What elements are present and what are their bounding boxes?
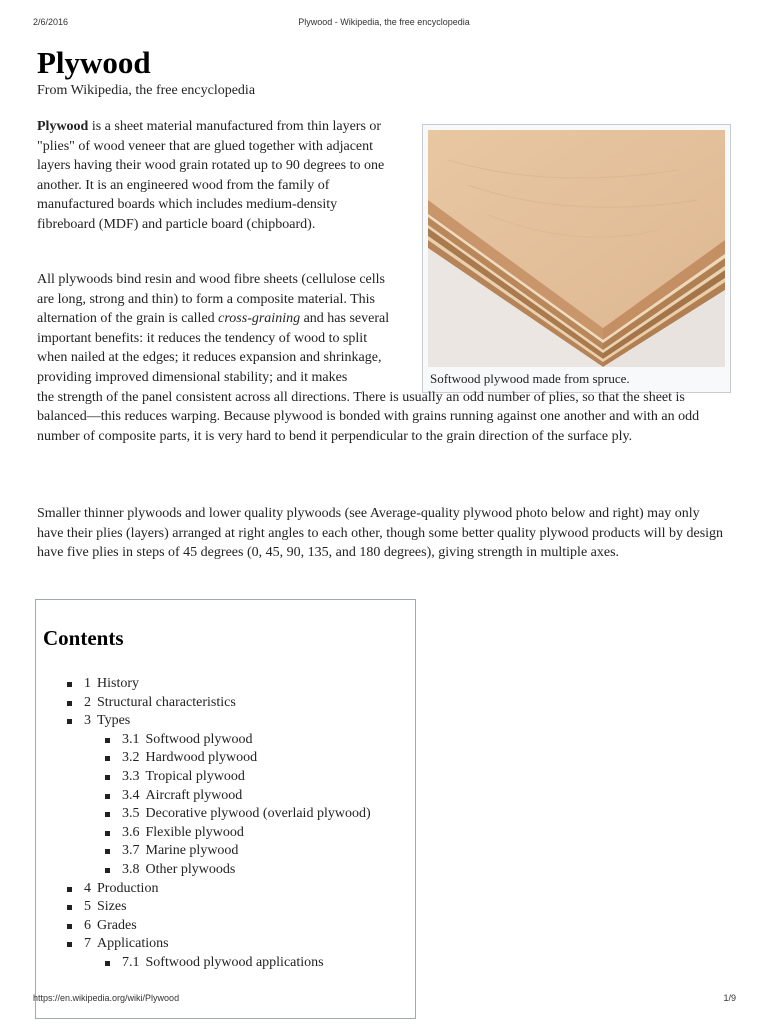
table-of-contents [35,599,416,1019]
bullet-icon [67,887,72,892]
bullet-icon [105,775,110,780]
toc-item[interactable] [36,712,371,731]
bullet-icon [105,831,110,836]
composite-text-c: the strength of the panel consistent across all directions. There is usually an odd number of plies, so that the sheet is balanced—this reduces warping. Because plywood is bonded with grains running against one another and with an odd number of composite parts, it is very hard to bend it perpendicular to the grain direction of the surface ply. [37,389,700,444]
toc-item[interactable] [36,749,371,768]
print-page-title: Plywood - Wikipedia, the free encyclopedia [298,17,470,27]
toc-label[interactable]: Hardwood plywood [145,750,258,766]
figure-caption: Softwood plywood made from spruce. [430,371,630,386]
toc-item[interactable] [36,935,371,954]
toc-number: 1 [84,676,91,691]
toc-number: 3.1 [122,731,140,747]
bullet-icon [105,868,110,873]
toc-label[interactable]: Marine plywood [145,843,239,859]
bullet-icon [105,794,110,799]
toc-number: 7 [84,936,91,952]
intro-paragraph [37,117,397,235]
toc-label[interactable]: Applications [97,936,169,952]
composite-paragraph [37,270,727,446]
toc-label[interactable]: Grades [97,917,137,933]
toc-item[interactable] [36,731,371,750]
toc-label[interactable]: Tropical plywood [145,768,245,784]
toc-item[interactable] [36,787,371,806]
bullet-icon [105,738,110,743]
bullet-icon [67,905,72,910]
toc-item[interactable] [36,898,371,917]
composite-text-b: and has several important benefits: it reduces the tendency of wood to split when nailed at the edges; it reduces expansion and shrinkage, providing improved dimensional stability; and it makes [37,311,390,385]
toc-title: Contents [43,626,124,650]
toc-label[interactable]: Sizes [97,899,127,915]
page-title: Plywood [37,45,151,80]
toc-number: 3.7 [122,843,140,859]
site-tagline: From Wikipedia, the free encyclopedia [37,83,256,98]
bullet-icon [67,682,72,687]
composite-text-wrapped [37,270,397,388]
bullet-icon [105,849,110,854]
toc-number: 3 [84,713,91,729]
toc-label[interactable]: Types [97,713,131,729]
toc-number: 6 [84,917,91,933]
toc-item[interactable] [36,917,371,936]
toc-label[interactable]: Other plywoods [145,861,236,877]
bullet-icon [67,924,72,929]
toc-label[interactable]: Softwood plywood [145,731,253,747]
bullet-icon [105,756,110,761]
toc-label[interactable]: Softwood plywood applications [145,954,324,970]
print-page-number: 1/9 [723,993,736,1003]
toc-number: 3.6 [122,824,140,840]
toc-item[interactable] [36,842,371,861]
toc-list [36,675,371,973]
cross-graining-term: cross-graining [218,311,301,327]
toc-number: 3.8 [122,861,140,877]
composite-text-a: All plywoods bind resin and wood fibre sheets (cellulose cells are long, strong and thin) to form a composite material. This alternation of the grain is called [37,272,385,327]
toc-label[interactable]: Decorative plywood (overlaid plywood) [145,806,371,822]
bullet-icon [105,812,110,817]
toc-label[interactable]: Aircraft plywood [145,787,243,803]
toc-item[interactable] [36,824,371,843]
toc-label[interactable]: History [97,676,139,691]
term-bold: Plywood [37,119,89,134]
toc-item[interactable] [36,954,371,973]
bullet-icon [67,719,72,724]
print-date: 2/6/2016 [33,17,69,27]
bullet-icon [105,961,110,966]
toc-number: 3.5 [122,806,140,822]
toc-number: 5 [84,899,91,915]
print-footer [0,993,768,1007]
toc-label[interactable]: Structural characteristics [97,694,236,710]
toc-label[interactable]: Production [97,880,159,896]
toc-label[interactable]: Flexible plywood [145,824,244,840]
toc-item[interactable] [36,768,371,787]
toc-item[interactable] [36,861,371,880]
toc-number: 2 [84,694,91,710]
print-header [0,17,768,31]
toc-number: 7.1 [122,954,140,970]
print-url: https://en.wikipedia.org/wiki/Plywood [33,993,180,1003]
intro-text: is a sheet material manufactured from thin layers or "plies" of wood veneer that are glued together with adjacent layers having their wood grain rotated up to 90 degrees to one another. It is an engineered wood from the family of manufactured boards which includes medium-density fibreboard (MDF) and particle board (chipboard). [37,119,385,232]
toc-number: 3.2 [122,750,140,766]
bullet-icon [67,701,72,706]
toc-item[interactable] [36,675,371,694]
toc-number: 4 [84,880,91,896]
plies-paragraph: Smaller thinner plywoods and lower quality plywoods (see Average-quality plywood photo below and right) may only have their plies (layers) arranged at right angles to each other, though some better quality plywood products will by design have five plies in steps of 45 degrees (0, 45, 90, 135, and 180 degrees), giving strength in multiple axes. [37,506,724,561]
toc-item[interactable] [36,694,371,713]
toc-item[interactable] [36,880,371,899]
toc-number: 3.3 [122,768,140,784]
bullet-icon [67,942,72,947]
toc-number: 3.4 [122,787,140,803]
toc-item[interactable] [36,805,371,824]
